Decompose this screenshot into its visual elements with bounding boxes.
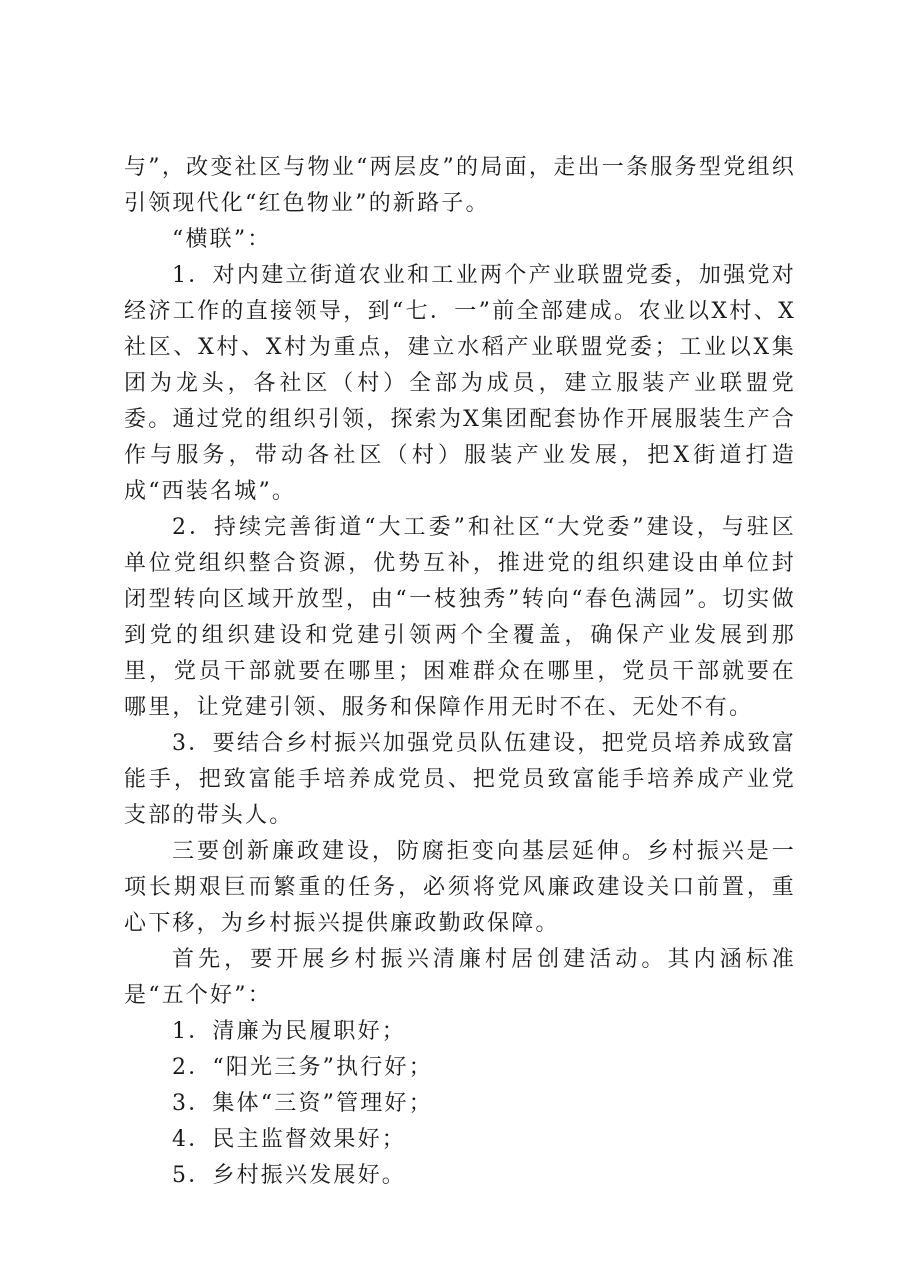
document-body	[124, 150, 796, 1194]
list-item-1: 1．对内建立街道农业和工业两个产业联盟党委，加强党对经济工作的直接领导，到“七．一”前全部建成。农业以X村、X社区、X村、X村为重点，建立水稻产业联盟党委；工业以X集团为龙头，各社区（村）全部为成员，建立服装产业联盟党委。通过党的组织引领，探索为X集团配套协作开展服装生产合作与服务，带动各社区（村）服装产业发展，把X街道打造成“西装名城”。	[124, 263, 796, 504]
list-item-3: 3．要结合乡村振兴加强党员队伍建设，把党员培养成致富能手，把致富能手培养成党员、把党员致富能手培养成产业党支部的带头人。	[124, 731, 796, 828]
five-goods-item-3: 3．集体“三资”管理好；	[172, 1091, 433, 1116]
paragraph-first-measure: 首先，要开展乡村振兴清廉村居创建活动。其内涵标准是“五个好”：	[124, 947, 796, 1008]
paragraph-continuation: 与”，改变社区与物业“两层皮”的局面，走出一条服务型党组织引领现代化“红色物业”的新路子。	[124, 155, 796, 216]
list-item-2: 2．持续完善街道“大工委”和社区“大党委”建设，与驻区单位党组织整合资源，优势互补，推进党的组织建设由单位封闭型转向区域开放型，由“一枝独秀”转向“春色满园”。切实做到党的组织建设和党建引领两个全覆盖，确保产业发展到那里，党员干部就要在哪里；困难群众在哪里，党员干部就要在哪里，让党建引领、服务和保障作用无时不在、无处不有。	[124, 515, 796, 720]
five-goods-item-2: 2．“阳光三务”执行好；	[172, 1055, 433, 1080]
five-goods-item-5: 5．乡村振兴发展好。	[172, 1163, 406, 1188]
five-goods-item-1: 1．清廉为民履职好；	[172, 1019, 406, 1044]
paragraph-third-point: 三要创新廉政建设，防腐拒变向基层延伸。乡村振兴是一项长期艰巨而繁重的任务，必须将党风廉政建设关口前置，重心下移，为乡村振兴提供廉政勤政保障。	[124, 839, 796, 936]
section-heading-henglian: “横联”：	[172, 227, 272, 252]
five-goods-item-4: 4．民主监督效果好；	[172, 1127, 406, 1152]
